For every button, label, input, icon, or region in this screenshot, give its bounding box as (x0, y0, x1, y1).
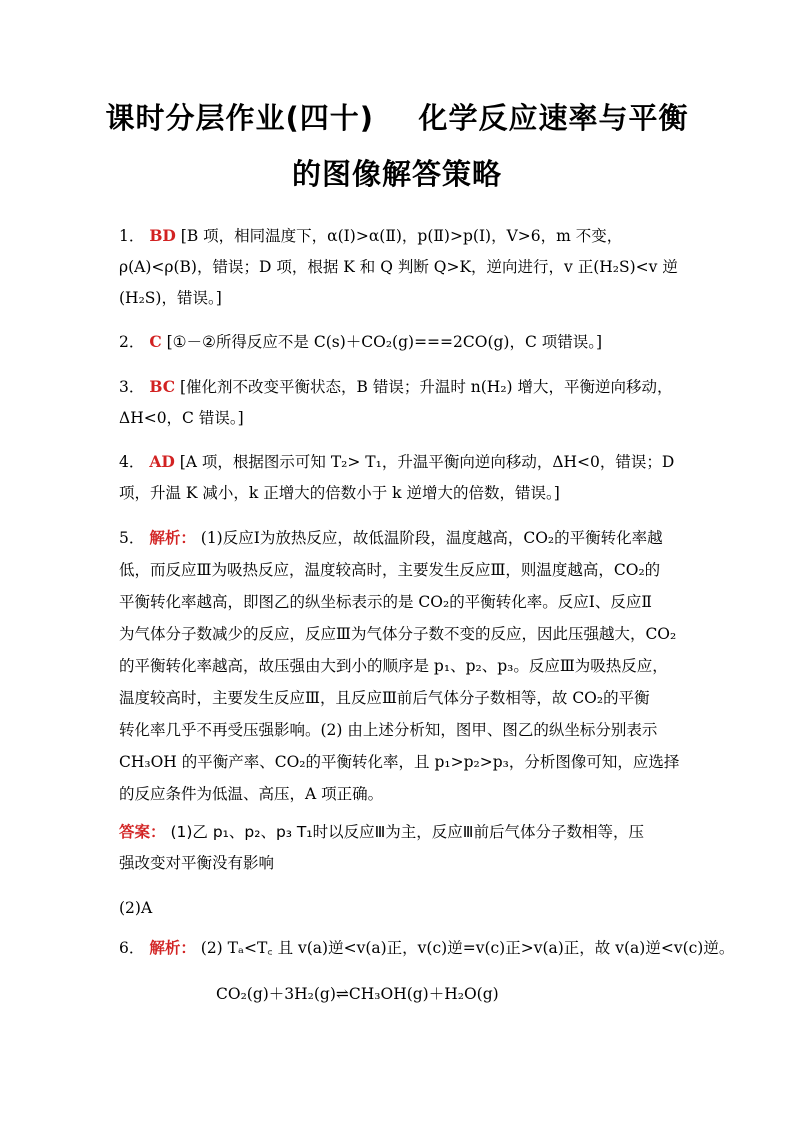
answer-5-line-1 (119, 528, 663, 548)
answer-2-key: C (149, 332, 162, 351)
answer-1-line-2: ρ(A)<ρ(B)，错误；D 项，根据 K 和 Q 判断 Q>K，逆向进行，v 正(H₂S)<v 逆 (119, 258, 678, 276)
answer-3-number: 3． (119, 378, 145, 396)
answer-6-line-1 (119, 938, 734, 958)
answer-4-text-1: [A 项，根据图示可知 T₂> T₁，升温平衡向逆向移动，ΔH<0，错误；D (179, 453, 675, 471)
answer-4-number: 4． (119, 453, 145, 471)
final-answer-line-1 (119, 822, 644, 842)
answer-2-text-1: [①－②所得反应不是 C(s)＋CO₂(g)===2CO(g)，C 项错误。] (166, 333, 603, 351)
answer-4-line-2: 项，升温 K 减小，k 正增大的倍数小于 k 逆增大的倍数，错误。] (119, 484, 560, 502)
answer-5-line-5: 的平衡转化率越高，故压强由大到小的顺序是 p₁、p₂、p₃。反应Ⅲ为吸热反应， (119, 657, 668, 675)
document-title-line-2: 的图像解答策略 (291, 157, 502, 191)
answer-6-key: 解析： (149, 938, 196, 957)
final-answer-key: 答案： (119, 823, 166, 841)
answer-5-line-7: 转化率几乎不再受压强影响。(2) 由上述分析知，图甲、图乙的纵坐标分别表示 (119, 721, 658, 739)
answer-2-number: 2． (119, 333, 145, 351)
answer-5-line-3: 平衡转化率越高，即图乙的纵坐标表示的是 CO₂的平衡转化率。反应Ⅰ、反应Ⅱ (119, 593, 652, 611)
answer-3-text-1: [催化剂不改变平衡状态，B 错误；升温时 n(H₂) 增大，平衡逆向移动， (179, 378, 673, 396)
answer-3-key: BC (149, 377, 176, 396)
answer-4-key: AD (149, 452, 175, 471)
answer-6-number: 6． (119, 939, 145, 957)
answer-5-text-1: (1)反应Ⅰ为放热反应，故低温阶段，温度越高，CO₂的平衡转化率越 (200, 529, 663, 547)
answer-1-number: 1． (119, 227, 145, 245)
answer-3-line-1 (119, 377, 673, 397)
answer-5-number: 5． (119, 529, 145, 547)
chemical-equation: CO₂(g)＋3H₂(g)⇌CH₃OH(g)＋H₂O(g) (216, 985, 499, 1003)
answer-5-line-8: CH₃OH 的平衡产率、CO₂的平衡转化率，且 p₁>p₂>p₃，分析图像可知，应选择 (119, 753, 680, 771)
answer-5-line-6: 温度较高时，主要发生反应Ⅲ，且反应Ⅲ前后气体分子数相等，故 CO₂的平衡 (119, 689, 650, 707)
final-answer-line-3: (2)A (119, 899, 153, 917)
answer-5-key: 解析： (149, 528, 196, 547)
answer-1-line-3: (H₂S)，错误。] (119, 289, 222, 307)
answer-5-line-2: 低，而反应Ⅲ为吸热反应，温度较高时，主要发生反应Ⅲ，则温度越高，CO₂的 (119, 561, 661, 579)
answer-4-line-1 (119, 452, 674, 472)
answer-2-line-1 (119, 332, 602, 352)
answer-1-text-1: [B 项，相同温度下，α(Ⅰ)>α(Ⅱ)，p(Ⅱ)>p(Ⅰ)，V>6，m 不变， (180, 227, 623, 245)
answer-6-text-1: (2) Tₐ<T꜀ 且 v(a)逆<v(a)正，v(c)逆=v(c)正>v(a)正，故 v(a)逆<v(c)逆。 (200, 939, 735, 957)
answer-1-key: BD (149, 226, 176, 245)
final-answer-text-1: (1)乙 p₁、p₂、p₃ T₁时以反应Ⅲ为主，反应Ⅲ前后气体分子数相等，压 (170, 823, 644, 841)
answer-1-line-1 (119, 226, 622, 246)
answer-5-line-9: 的反应条件为低温、高压，A 项正确。 (119, 785, 384, 803)
final-answer-line-2: 强改变对平衡没有影响 (119, 854, 275, 872)
answer-5-line-4: 为气体分子数减少的反应，反应Ⅲ为气体分子数不变的反应，因此压强越大，CO₂ (119, 625, 677, 643)
document-title-line-1: 课时分层作业(四十) 化学反应速率与平衡 (105, 101, 689, 135)
answer-3-line-2: ΔH<0，C 错误。] (119, 409, 244, 427)
